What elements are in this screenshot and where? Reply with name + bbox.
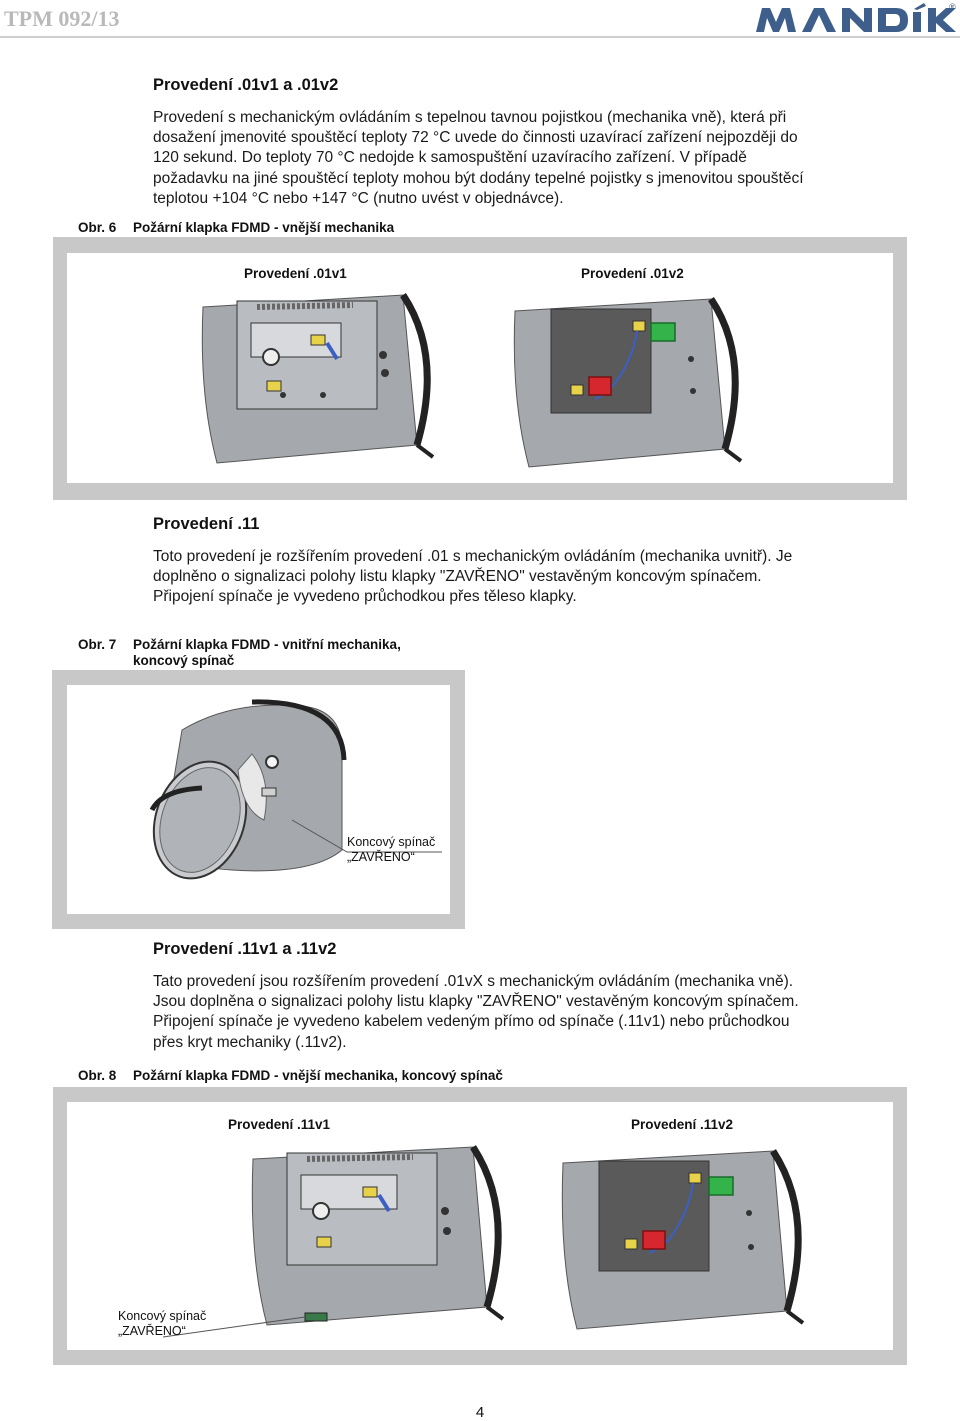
damper-01v1 xyxy=(202,295,433,463)
figure-number: Obr. 6 xyxy=(78,220,117,235)
damper-01v2 xyxy=(514,299,741,467)
paragraph-line: požadavku na jiné spouštěcí teploty mohou být dodány tepelné pojistky s jmenovitou spouštěcí xyxy=(153,169,804,187)
damper-11v2 xyxy=(562,1151,803,1329)
document-code: TPM 092/13 xyxy=(4,6,120,31)
section-paragraph-11v xyxy=(153,972,908,1053)
paragraph-line: Toto provedení je rozšířením provedení .01 s mechanickým ovládáním (mechanika uvnitř). Je xyxy=(153,548,793,565)
figure-number: Obr. 8 xyxy=(78,1068,117,1083)
callout-line: „ZAVŘENO“ xyxy=(347,850,415,864)
paragraph-line: teplotou +104 °C nebo +147 °C (nutno uvést v objednávce). xyxy=(153,189,564,207)
paragraph-line: Připojení spínače je vyvedeno kabelem vedeným přímo od spínače (.11v1) nebo průchodkou xyxy=(153,1013,790,1031)
limit-switch-callout-fig8 xyxy=(118,1309,206,1339)
figure-8 xyxy=(53,1087,907,1365)
section-paragraph-11 xyxy=(153,547,908,608)
paragraph-line: Jsou doplněna o signalizaci polohy listu klapky "ZAVŘENO" vestavěným koncovým spínačem. xyxy=(153,993,799,1011)
figure-7 xyxy=(52,670,465,929)
figure-title: Požární klapka FDMD - vnější mechanika, koncový spínač xyxy=(133,1068,503,1083)
section-paragraph-01v xyxy=(153,108,908,209)
limit-switch-callout-fig7 xyxy=(347,835,435,865)
paragraph-line: Připojení spínače je vyvedeno průchodkou přes těleso klapky. xyxy=(153,588,577,606)
callout-line: „ZAVŘENO“ xyxy=(118,1324,186,1338)
callout-line: Koncový spínač xyxy=(347,835,436,849)
damper-illustration-01v xyxy=(53,237,907,500)
figure-title-line2: koncový spínač xyxy=(133,653,235,668)
header-divider xyxy=(0,36,960,38)
paragraph-line: 120 sekund. Do teploty 70 °C nedojde k samospuštění uzavíracího zařízení. V případě xyxy=(153,149,747,167)
paragraph-line: Provedení s mechanickým ovládáním s tepelnou tavnou pojistkou (mechanika vně), která při xyxy=(153,109,787,126)
damper-illustration-11 xyxy=(52,670,465,929)
section-heading-11: Provedení .11 xyxy=(153,515,260,533)
paragraph-line: Tato provedení jsou rozšířením provedení .01vX s mechanickým ovládáním (mechanika vně). xyxy=(153,973,794,990)
variant-label-11v2: Provedení .11v2 xyxy=(631,1117,734,1132)
callout-line: Koncový spínač xyxy=(118,1309,207,1323)
variant-label-01v2: Provedení .01v2 xyxy=(581,266,684,281)
figure-caption-8 xyxy=(78,1068,678,1086)
section-heading-11v: Provedení .11v1 a .11v2 xyxy=(153,940,337,958)
section-heading-01v: Provedení .01v1 a .01v2 xyxy=(153,76,339,94)
figure-number: Obr. 7 xyxy=(78,637,117,652)
damper-11v1 xyxy=(163,1147,503,1337)
figure-caption-6 xyxy=(78,220,578,238)
mandik-logo xyxy=(752,2,958,36)
registered-mark: ® xyxy=(949,2,956,12)
figure-title: Požární klapka FDMD - vnější mechanika xyxy=(133,220,395,235)
paragraph-line: doplněno o signalizaci polohy listu klapky "ZAVŘENO" vestavěným koncovým spínačem. xyxy=(153,568,762,586)
figure-title-line1: Požární klapka FDMD - vnitřní mechanika, xyxy=(133,637,401,652)
figure-6 xyxy=(53,237,907,500)
paragraph-line: přes kryt mechaniky (.11v2). xyxy=(153,1033,347,1051)
variant-label-01v1: Provedení .01v1 xyxy=(244,266,347,281)
figure-caption-7 xyxy=(78,637,578,671)
variant-label-11v1: Provedení .11v1 xyxy=(228,1117,331,1132)
page-number: 4 xyxy=(475,1404,485,1421)
paragraph-line: dosažení jmenovité spouštěcí teploty 72 °C uvede do činnosti uzavírací zařízení nejpozději do xyxy=(153,129,798,147)
